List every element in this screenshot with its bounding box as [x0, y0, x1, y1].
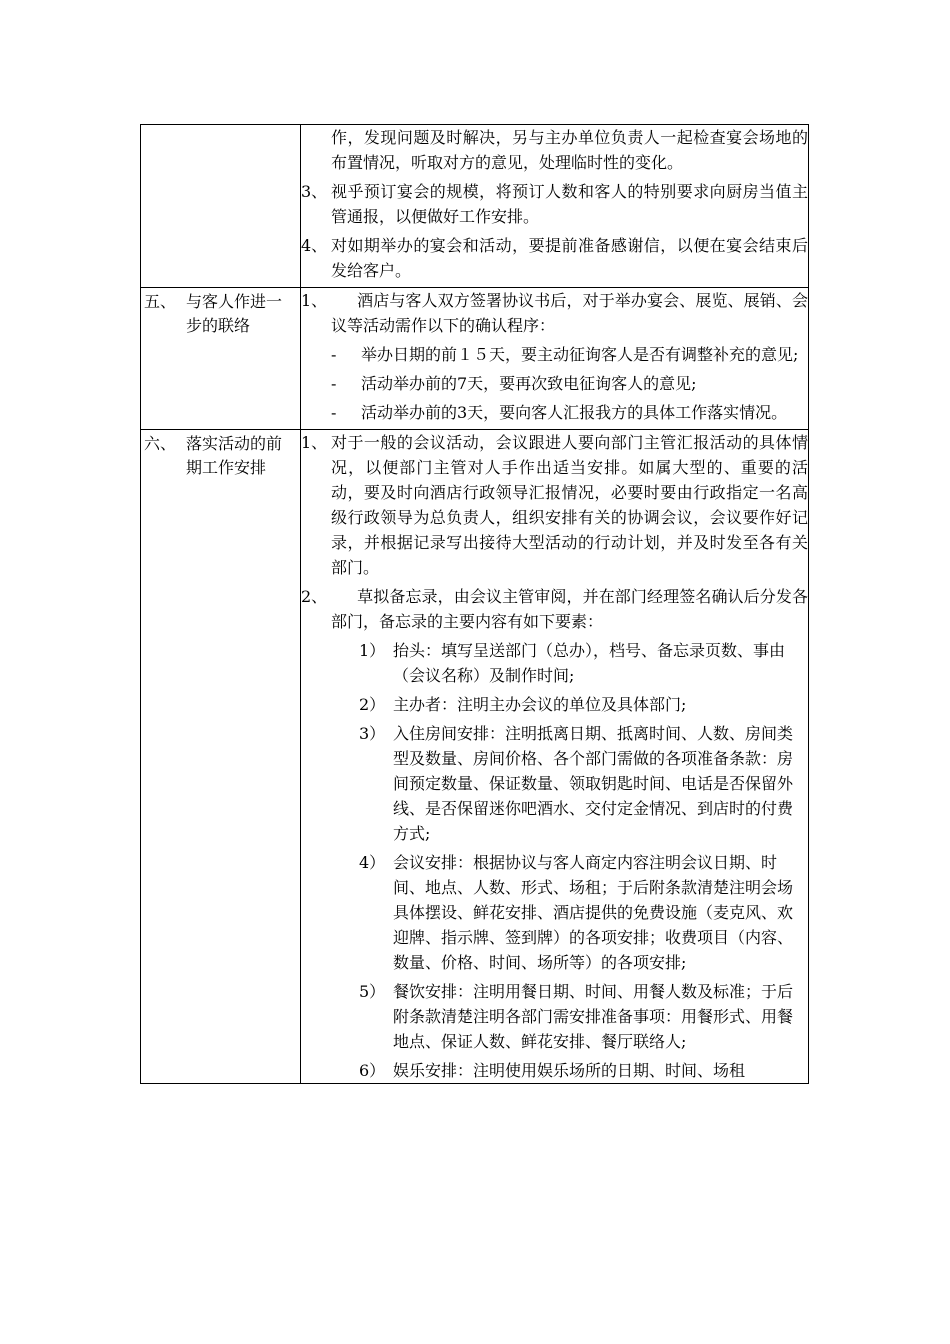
table-row [141, 288, 809, 430]
list-item: 3） 入住房间安排：注明抵离日期、抵离时间、人数、房间类型及数量、房间价格、各个部门需做的各项准备条款：房间预定数量、保证数量、领取钥匙时间、电话是否保留外线、是否保留迷你吧酒水、交付定金情况、到店时的付费方式; [359, 724, 794, 843]
list-item: 2、 草拟备忘录，由会议主管审阅，并在部门经理签名确认后分发各部门，备忘录的主要内容有如下要素： [301, 587, 808, 631]
list-item: 1、 酒店与客人双方签署协议书后，对于举办宴会、展览、展销、会议等活动需作以下的确认程序： [301, 291, 808, 335]
list-item: - 活动举办前的7天，要再次致电征询客人的意见; [331, 374, 697, 393]
list-item: - 活动举办前的3天，要向客人汇报我方的具体工作落实情况。 [331, 403, 788, 422]
row-heading-cell [141, 430, 301, 1084]
row-content-cell [301, 430, 809, 1084]
row-heading-cell [141, 288, 301, 430]
procedure-table [140, 124, 809, 1084]
list-item: 作，发现问题及时解决，另与主办单位负责人一起检查宴会场地的布置情况，听取对方的意见，处理临时性的变化。 [331, 128, 808, 172]
table-row [141, 125, 809, 288]
list-item: 1） 抬头：填写呈送部门（总办），档号、备忘录页数、事由（会议名称）及制作时间; [359, 641, 786, 685]
row-content-cell [301, 125, 809, 288]
list-item: - 举办日期的前１５天，要主动征询客人是否有调整补充的意见; [331, 345, 799, 364]
list-item: 3、 视乎预订宴会的规模，将预订人数和客人的特别要求向厨房当值主管通报，以便做好工作安排。 [301, 182, 808, 226]
list-item: 2） 主办者：注明主办会议的单位及具体部门; [359, 695, 687, 714]
row-content-cell [301, 288, 809, 430]
row-heading-cell [141, 125, 301, 288]
row-heading: 六、 落实活动的前 期工作安排 [144, 434, 283, 477]
list-item: 1、 对于一般的会议活动，会议跟进人要向部门主管汇报活动的具体情况，以便部门主管对人手作出适当安排。如属大型的、重要的活动，要及时向酒店行政领导汇报情况，必要时要由行政指定一名高级行政领导为总负责人，组织安排有关的协调会议，会议要作好记录，并根据记录写出接待大型活动的行动计划，并及时发至各有关部门。 [301, 433, 808, 577]
list-item: 4） 会议安排：根据协议与客人商定内容注明会议日期、时间、地点、人数、形式、场租；于后附条款清楚注明会场具体摆设、鲜花安排、酒店提供的免费设施（麦克风、欢迎牌、指示牌、签到牌）的各项安排；收费项目（内容、数量、价格、时间、场所等）的各项安排; [359, 853, 794, 972]
list-item: 4、 对如期举办的宴会和活动，要提前准备感谢信，以便在宴会结束后发给客户。 [301, 236, 808, 280]
row-heading: 五、 与客人作进一 步的联络 [144, 292, 283, 335]
table-row [141, 430, 809, 1084]
list-item: 5） 餐饮安排：注明用餐日期、时间、用餐人数及标准；于后附条款清楚注明各部门需安排准备事项：用餐形式、用餐地点、保证人数、鲜花安排、餐厅联络人; [359, 982, 794, 1051]
list-item: 6） 娱乐安排：注明使用娱乐场所的日期、时间、场租 [359, 1061, 746, 1080]
